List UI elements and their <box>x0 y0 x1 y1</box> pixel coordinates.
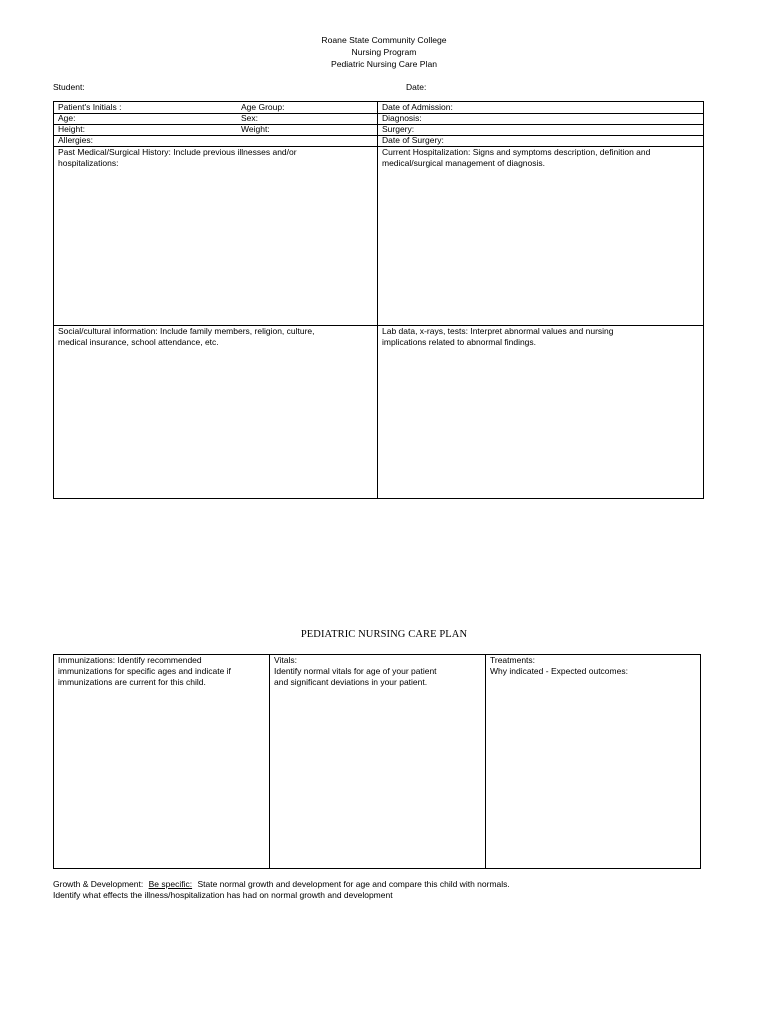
program-name: Nursing Program <box>351 47 417 57</box>
age-group-field[interactable]: Age Group: <box>241 102 285 112</box>
lab-data-label-cont: implications related to abnormal findings. <box>382 337 537 347</box>
row-divider <box>54 113 703 114</box>
lab-data-field[interactable] <box>382 326 700 496</box>
medical-history-label: Past Medical/Surgical History: Include previous illnesses and/or <box>58 147 297 157</box>
growth-instruction: State normal growth and development for age and compare this child with normals. <box>197 879 510 889</box>
medical-history-field[interactable] <box>58 147 373 324</box>
column-divider <box>377 102 378 498</box>
growth-instruction-cont: Identify what effects the illness/hospitalization has had on normal growth and development <box>53 890 393 900</box>
admission-date-field[interactable]: Date of Admission: <box>382 102 453 112</box>
immunizations-field[interactable] <box>58 655 266 865</box>
lab-data-label: Lab data, x-rays, tests: Interpret abnormal values and nursing <box>382 326 614 336</box>
treatments-label: Treatments: <box>490 655 536 665</box>
growth-label: Growth & Development: <box>53 879 144 889</box>
care-plan-table <box>53 654 701 869</box>
row-divider <box>54 135 703 136</box>
patient-initials-field[interactable]: Patient's Initials : <box>58 102 122 112</box>
height-field[interactable]: Height: <box>58 124 85 134</box>
growth-development-instructions <box>53 879 510 890</box>
allergies-field[interactable]: Allergies: <box>58 135 93 145</box>
student-label: Student: <box>53 82 85 92</box>
patient-info-table <box>53 101 704 499</box>
immunizations-label-cont: immunizations are current for this child. <box>58 677 206 687</box>
medical-history-label-cont: hospitalizations: <box>58 158 119 168</box>
document-title: Pediatric Nursing Care Plan <box>330 59 438 69</box>
care-plan-title: PEDIATRIC NURSING CARE PLAN <box>300 629 468 640</box>
current-hospitalization-label: Current Hospitalization: Signs and symptoms description, definition and <box>382 147 651 157</box>
treatments-label-cont: Why indicated - Expected outcomes: <box>490 666 628 676</box>
current-hospitalization-label-cont: medical/surgical management of diagnosis. <box>382 158 546 168</box>
immunizations-label: Immunizations: Identify recommended <box>58 655 202 665</box>
date-label: Date: <box>406 82 427 92</box>
column-divider <box>485 655 486 868</box>
diagnosis-field[interactable]: Diagnosis: <box>382 113 422 123</box>
sex-field[interactable]: Sex: <box>241 113 259 123</box>
row-divider <box>54 124 703 125</box>
weight-field[interactable]: Weight: <box>241 124 270 134</box>
college-name: Roane State Community College <box>321 35 447 45</box>
vitals-label: Vitals: <box>274 655 297 665</box>
vitals-label-cont: and significant deviations in your patient. <box>274 677 428 687</box>
age-field[interactable]: Age: <box>58 113 76 123</box>
treatments-field[interactable] <box>490 655 698 865</box>
vitals-label-cont: Identify normal vitals for age of your patient <box>274 666 437 676</box>
column-divider <box>269 655 270 868</box>
social-cultural-label: Social/cultural information: Include family members, religion, culture, <box>58 326 315 336</box>
social-cultural-field[interactable] <box>58 326 373 496</box>
surgery-date-field[interactable]: Date of Surgery: <box>382 135 444 145</box>
immunizations-label-cont: immunizations for specific ages and indicate if <box>58 666 231 676</box>
vitals-field[interactable] <box>274 655 482 865</box>
current-hospitalization-field[interactable] <box>382 147 700 324</box>
be-specific-emphasis: Be specific: <box>148 879 193 889</box>
surgery-field[interactable]: Surgery: <box>382 124 415 134</box>
social-cultural-label-cont: medical insurance, school attendance, etc. <box>58 337 219 347</box>
